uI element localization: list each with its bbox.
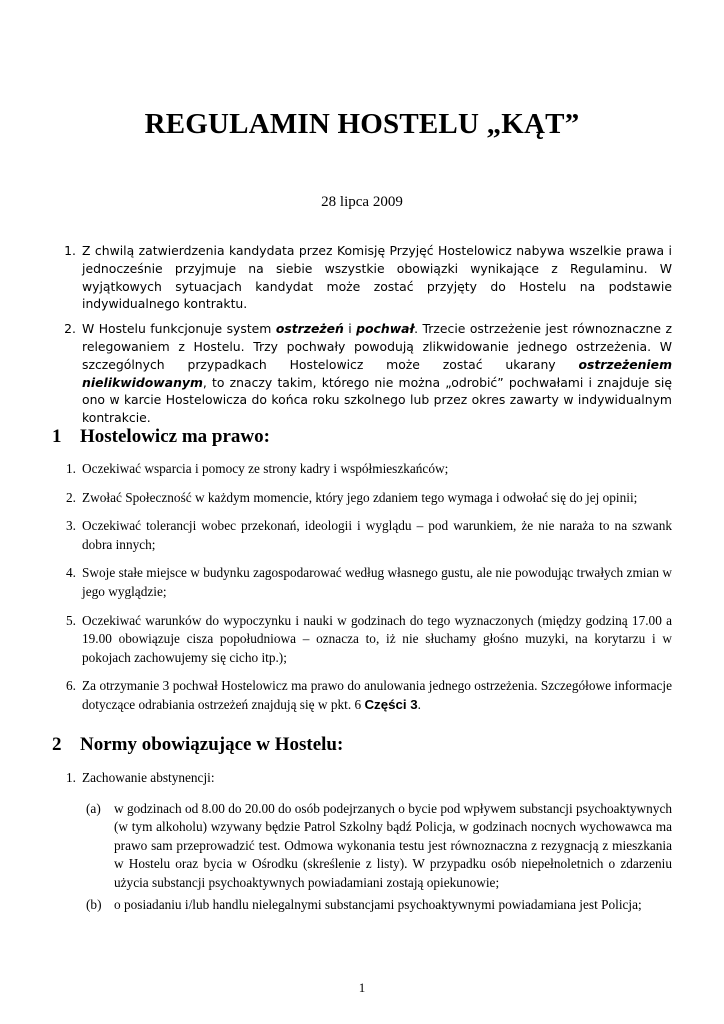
section-1-heading xyxy=(52,426,270,448)
document-title: REGULAMIN HOSTELU „KĄT” xyxy=(144,108,580,140)
page-number: 1 xyxy=(358,980,366,995)
section-number: 1 xyxy=(52,426,62,447)
section-title: Hostelowicz ma prawo: xyxy=(80,426,270,447)
intro-text-part: i xyxy=(343,321,357,337)
intro-text-part: . Trzecie ostrzeżenie jest równoznaczne z relegowaniem z Hostelu. Trzy pochwały powodują zlikwidowanie jednego ostrzeżenia. W szczególnych przypadkach Hostelowicz może zostać ukarany xyxy=(82,321,672,372)
item-number: 5. xyxy=(66,612,76,628)
section-2-list xyxy=(60,769,672,924)
sub-item-text: o posiadaniu i/lub handlu nielegalnymi substancjami psychoaktywnymi powiadamiana jest Policja; xyxy=(114,896,642,912)
intro-text-part: W Hostelu funkcjonuje system xyxy=(82,321,276,337)
document-date: 28 lipca 2009 xyxy=(321,194,403,210)
item-number: 1. xyxy=(66,461,76,476)
list-item xyxy=(60,460,672,479)
list-item xyxy=(60,769,672,914)
sub-list-item xyxy=(88,896,672,915)
item-number: 6. xyxy=(66,678,76,694)
sub-item-letter: (b) xyxy=(86,896,102,912)
list-item xyxy=(60,517,672,554)
list-item xyxy=(60,612,672,668)
term-permanent-warning: ostrzeżeniem nielikwidowanym xyxy=(82,356,672,390)
intro-list xyxy=(60,242,672,434)
section-1-list xyxy=(60,460,672,725)
item-number: 1. xyxy=(66,770,76,785)
item-text-end: . xyxy=(417,696,421,712)
intro-item-number: 1. xyxy=(64,243,76,258)
list-item xyxy=(60,677,672,714)
intro-item-2 xyxy=(60,320,672,427)
section-title: Normy obowiązujące w Hostelu: xyxy=(80,734,344,755)
term-warnings: ostrzeżeń xyxy=(275,321,344,337)
item-text: Oczekiwać warunków do wypoczynku i nauki w godzinach do tego wyznaczonych (między godziną 17.00 a 19.00 obowiązuje cisza popołudniowa – oznacza to, iż nie słuchamy głośno muzyki, na korytarzu i w pokojach zachowujemy się cicho itp.); xyxy=(82,612,672,665)
list-item xyxy=(60,489,672,508)
item-text: Swoje stałe miejsce w budynku zagospodarować według własnego gustu, ale nie powodując trwałych zmian w jego wyglądzie; xyxy=(82,565,672,599)
list-item xyxy=(60,564,672,601)
intro-item-number: 2. xyxy=(64,321,76,337)
item-number: 3. xyxy=(66,518,76,534)
part-reference: Części 3 xyxy=(364,696,418,712)
sub-list xyxy=(82,800,672,915)
section-number: 2 xyxy=(52,734,62,755)
sub-item-letter: (a) xyxy=(86,800,101,816)
item-number: 2. xyxy=(66,489,76,505)
intro-item-text: Z chwilą zatwierdzenia kandydata przez Komisję Przyjęć Hostelowicz nabywa wszelkie prawa i jednocześnie przyjmuje na siebie wszystkie obowiązki wynikające z Regulaminu. W wyjątkowych sytuacjach kandydat może zostać przyjęty do Hostelu na podstawie indywidualnego kontraktu. xyxy=(82,243,672,312)
term-praises: pochwał xyxy=(356,321,415,337)
item-number: 4. xyxy=(66,565,76,581)
item-text: Oczekiwać wsparcia i pomocy ze strony kadry i współmieszkańców; xyxy=(82,461,449,476)
intro-item-1 xyxy=(60,242,672,313)
item-text: Zwołać Społeczność w każdym momencie, który jego zdaniem tego wymaga i odwołać się do jej opinii; xyxy=(82,489,638,505)
sub-list-item xyxy=(88,800,672,893)
sub-item-text: w godzinach od 8.00 do 20.00 do osób podejrzanych o bycie pod wpływem substancji psychoaktywnych (w tym alkoholu) wzywany będzie Patrol Szkolny bądź Policja, w godzinach nocnych wychowawca ma prawo sam przeprowadzić test. Odmowa wykonania testu jest równoznaczna z rezygnacją z mieszkania w Hostelu oraz bycia w Ośrodku (skreślenie z listy). W przypadku osób niepełnoletnich o zdarzeniu użycia substancji psychoaktywnych powiadamiani zostają opiekunowie; xyxy=(114,800,672,890)
section-2-heading xyxy=(52,734,343,756)
item-text: Oczekiwać tolerancji wobec przekonań, ideologii i wyglądu – pod warunkiem, że nie naraża to na szwank dobra innych; xyxy=(82,518,672,552)
intro-text-part: , to znaczy takim, którego nie można „odrobić” pochwałami i znajduje się ono w karcie Hostelowicza do końca roku szkolnego lub przez okres zawarty w indywidualnym kontrakcie. xyxy=(82,374,672,426)
item-text: Zachowanie abstynencji: xyxy=(82,770,215,785)
item-text: Za otrzymanie 3 pochwał Hostelowicz ma prawo do anulowania jednego ostrzeżenia. Szczegółowe informacje dotyczące odrabiania ostrzeżeń znajdują się w pkt. 6 xyxy=(82,678,672,712)
